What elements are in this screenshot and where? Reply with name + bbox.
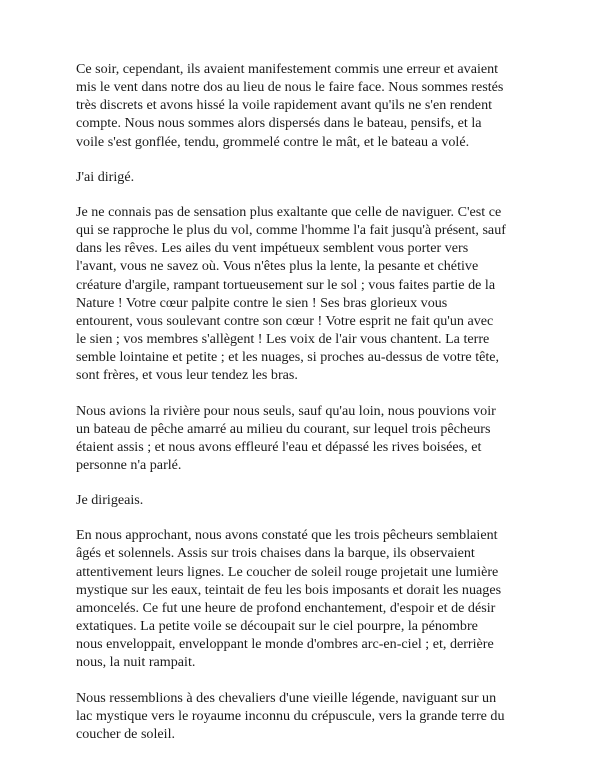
text-line: Nous avions la rivière pour nous seuls, sauf qu'au loin, nous pouvions voir [76, 402, 496, 419]
text-line: J'ai dirigé. [76, 168, 135, 185]
text-line: nous, la nuit rampait. [76, 654, 196, 671]
text-line: En nous approchant, nous avons constaté que les trois pêcheurs semblaient [76, 527, 498, 544]
text-line: Ce soir, cependant, ils avaient manifestement commis une erreur et avaient [76, 61, 499, 77]
text-line: âgés et solennels. Assis sur trois chaises dans la barque, ils observaient [76, 545, 475, 562]
text-line: entourent, vous soulevant contre son cœur ! Votre esprit ne fait qu'un avec [76, 312, 494, 329]
text-line: extatiques. La petite voile se découpait sur le ciel pourpre, la pénombre [76, 618, 478, 635]
text-line: nous enveloppait, enveloppant le monde d'ombres arc-en-ciel ; et, derrière [76, 636, 494, 653]
text-line: compte. Nous nous sommes alors dispersés dans le bateau, pensifs, et la [76, 115, 482, 132]
paragraph [76, 491, 540, 509]
text-line: l'avant, vous ne savez où. Vous n'êtes plus la lente, la pesante et chétive [76, 258, 479, 275]
text-line: voile s'est gonflée, tendu, grommelé contre le mât, et le bateau a volé. [76, 133, 470, 150]
text-line: Nature ! Votre cœur palpite contre le sien ! Ses bras glorieux vous [76, 294, 448, 311]
text-line: sont frères, et vous leur tendez les bras. [76, 367, 298, 384]
text-line: attentivement leurs lignes. Le coucher de soleil rouge projetait une lumière [76, 563, 499, 580]
paragraph [76, 526, 540, 671]
text-line: Nous ressemblions à des chevaliers d'une vieille légende, naviguant sur un [76, 689, 497, 706]
text-line: très discrets et avons hissé la voile rapidement avant qu'ils ne s'en rendent [76, 97, 493, 114]
document-body [76, 60, 540, 760]
paragraph [76, 203, 540, 385]
text-line: mystique sur les eaux, teintait de feu les bois imposants et dorait les nuages [76, 581, 502, 598]
paragraph [76, 60, 540, 151]
text-line: Je dirigeais. [76, 492, 144, 509]
text-line: qui se rapproche le plus du vol, comme l'homme l'a fait jusqu'à présent, sauf [76, 222, 506, 239]
paragraph [76, 168, 540, 186]
text-line: coucher de soleil. [76, 725, 176, 742]
text-line: le sien ; vos membres s'allègent ! Les voix de l'air vous chantent. La terre [76, 331, 490, 348]
text-line: personne n'a parlé. [76, 456, 182, 473]
paragraph [76, 402, 540, 475]
text-line: Je ne connais pas de sensation plus exaltante que celle de naviguer. C'est ce [76, 203, 502, 220]
paragraph [76, 689, 540, 743]
text-line: lac mystique vers le royaume inconnu du crépuscule, vers la grande terre du [76, 707, 505, 724]
text-line: mis le vent dans notre dos au lieu de nous le faire face. Nous sommes restés [76, 79, 504, 96]
text-line: dans les rêves. Les ailes du vent impétueux semblent vous porter vers [76, 240, 469, 257]
text-line: amoncelés. Ce fut une heure de profond enchantement, d'espoir et de désir [76, 599, 496, 616]
text-line: semble lointaine et petite ; et les nuages, si proches au-dessus de votre tête, [76, 349, 500, 366]
text-line: créature d'argile, rampant tortueusement sur le sol ; vous faites partie de la [76, 276, 496, 293]
text-line: un bateau de pêche amarré au milieu du courant, sur lequel trois pêcheurs [76, 420, 491, 437]
text-line: étaient assis ; et nous avons effleuré l'eau et dépassé les rives boisées, et [76, 438, 482, 455]
